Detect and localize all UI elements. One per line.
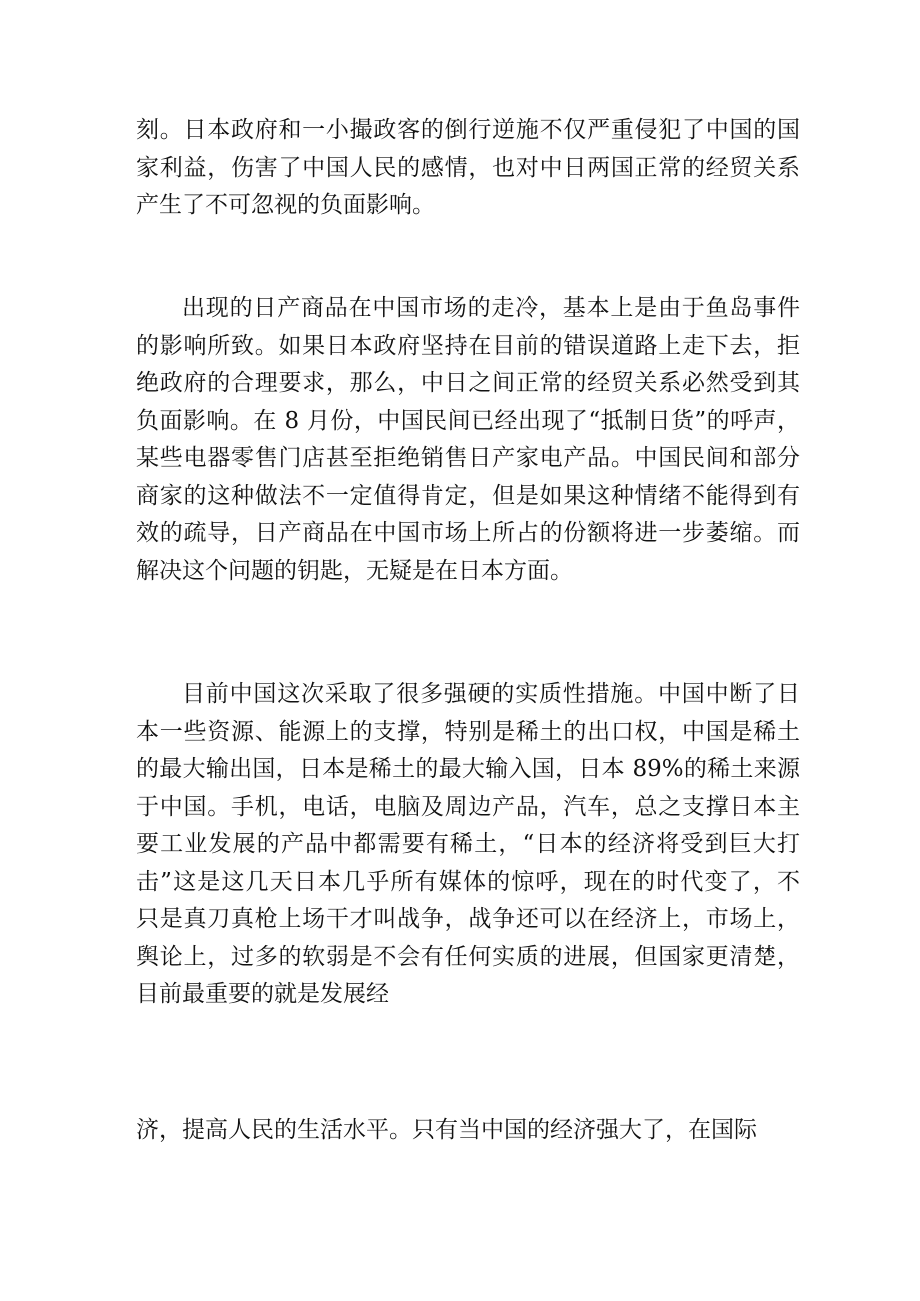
- paragraph-3-line-2: 本一些资源、能源上的支撑，特别是稀土的出口权，中国是稀土: [136, 718, 800, 745]
- paragraph-2-line-7: 效的疏导，日产商品在中国市场上所占的份额将进一步萎缩。而: [136, 520, 800, 546]
- paragraph-3: [136, 676, 800, 1014]
- paragraph-3-line-8: 舆论上，过多的软弱是不会有任何实质的进展，但国家更清楚，: [136, 943, 800, 970]
- paragraph-2-line-5: 某些电器零售门店甚至拒绝销售日产家电产品。中国民间和部分: [136, 445, 800, 471]
- paragraph-2-line-3: 绝政府的合理要求，那么，中日之间正常的经贸关系必然受到其: [136, 370, 800, 396]
- paragraph-1-line-3: 产生了不可忽视的负面影响。: [136, 192, 435, 218]
- paragraph-3-line-7: 只是真刀真枪上场干才叫战争，战争还可以在经济上，市场上，: [136, 906, 800, 932]
- paragraph-2-line-2: 的影响所致。如果日本政府坚持在目前的错误道路上走下去，拒: [136, 332, 800, 359]
- paragraph-2-line-8: 解决这个问题的钥匙，无疑是在日本方面。: [136, 557, 573, 584]
- paragraph-2: [136, 290, 800, 590]
- paragraph-2-line-4: 负面影响。在 8 月份，中国民间已经出现了“抵制日货”的呼声，: [136, 407, 800, 434]
- paragraph-3-line-4: 于中国。手机，电话，电脑及周边产品，汽车，总之支撑日本主: [136, 793, 800, 820]
- paragraph-3-line-6: 击”这是这几天日本几乎所有媒体的惊呼，现在的时代变了，不: [136, 868, 800, 895]
- paragraph-3-line-3: 的最大输出国，日本是稀土的最大输入国，日本 89%的稀土来源: [136, 756, 800, 782]
- paragraph-3-line-5: 要工业发展的产品中都需要有稀土，“日本的经济将受到巨大打: [136, 831, 800, 857]
- paragraph-4-line-1: 济，提高人民的生活水平。只有当中国的经济强大了，在国际: [136, 1117, 757, 1143]
- paragraph-3-line-1: 目前中国这次采取了很多强硬的实质性措施。中国中断了日: [182, 681, 800, 707]
- paragraph-1: [136, 112, 800, 225]
- paragraph-2-line-1: 出现的日产商品在中国市场的走冷，基本上是由于鱼岛事件: [182, 295, 800, 321]
- paragraph-2-line-6: 商家的这种做法不一定值得肯定，但是如果这种情绪不能得到有: [136, 482, 800, 509]
- paragraph-1-line-1: 刻。日本政府和一小撮政客的倒行逆施不仅严重侵犯了中国的国: [136, 117, 800, 143]
- paragraph-4: [136, 1112, 800, 1150]
- paragraph-3-line-9: 目前最重要的就是发展经: [136, 981, 389, 1007]
- paragraph-1-line-2: 家利益，伤害了中国人民的感情，也对中日两国正常的经贸关系: [136, 154, 800, 181]
